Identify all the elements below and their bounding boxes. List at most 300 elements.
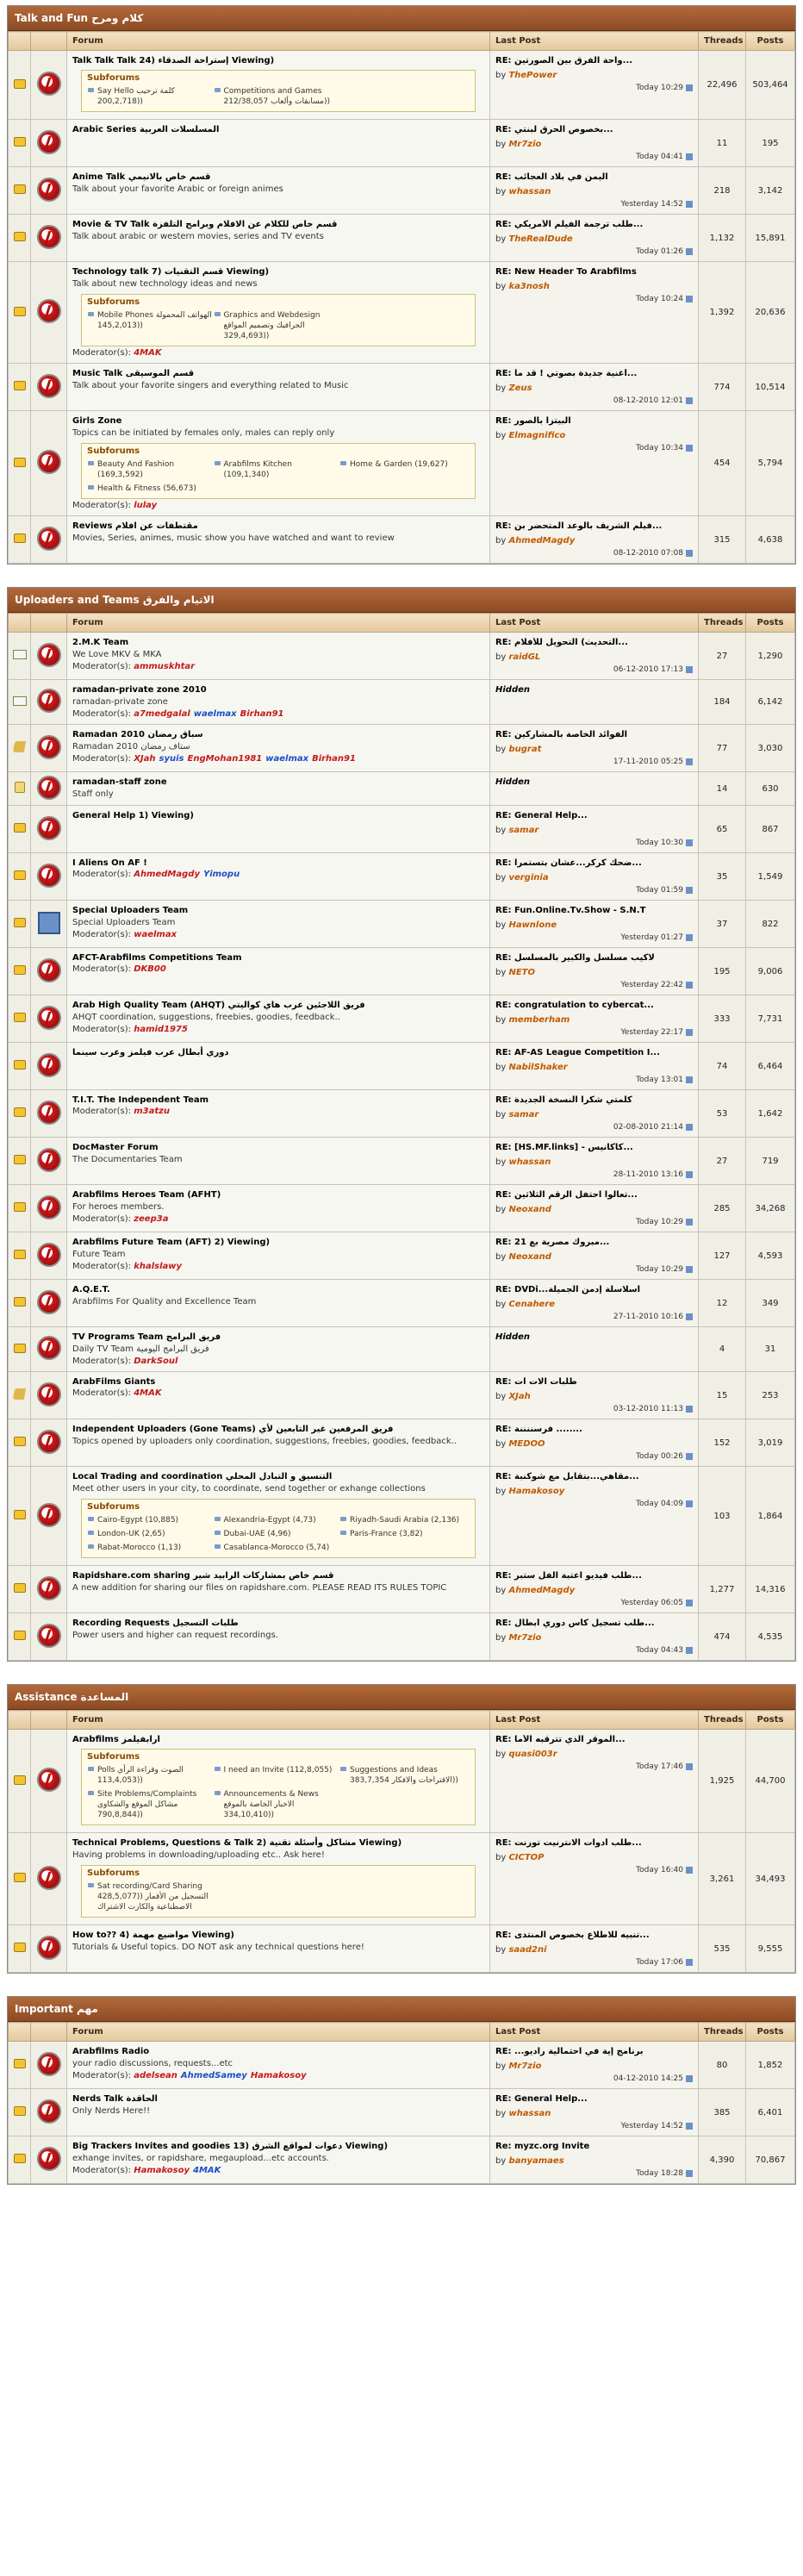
last-post-author-link[interactable]: whassan [508, 187, 551, 196]
forum-icon-cell [31, 2136, 67, 2184]
forum-title-link[interactable]: Arabic Series المسلسلات العربية [72, 125, 220, 134]
last-post-author-link[interactable]: Mr7zio [508, 2061, 542, 2071]
subforum-link[interactable]: Riyadh-Saudi Arabia (2,136) [339, 1513, 466, 1527]
category-title-arabic: المساعدة [80, 1691, 129, 1703]
last-post-author-link[interactable]: AhmedMagdy [508, 1586, 576, 1595]
go-to-last-post-icon[interactable] [686, 1029, 693, 1036]
forum-logo-icon [37, 72, 61, 96]
subforum-link[interactable]: London-UK (2,65) [87, 1527, 214, 1541]
forum-description: For heroes members. [72, 1202, 165, 1212]
last-post-title-link[interactable]: RE: تعالوا احتفل الرقم الثلاثين... [495, 1190, 638, 1200]
subforum-link[interactable]: Competitions and Games مسابقات وألعاب 212/38,057)) [214, 84, 340, 109]
last-post-author-link[interactable]: NETO [508, 968, 535, 977]
forum-icon-cell [31, 1280, 67, 1327]
last-post-title-link[interactable]: RE: واحة الفرق بين الصورتين... [495, 56, 633, 65]
post-count: 3,019 [746, 1419, 795, 1467]
last-post-title-link[interactable]: RE: New Header To Arabfilms [495, 267, 637, 277]
moderator-link[interactable]: DarkSoul [134, 1357, 178, 1366]
thread-count: 11 [699, 120, 746, 167]
last-post-author-link[interactable]: MEDOO [508, 1439, 545, 1449]
forum-col-header: Forum [67, 614, 490, 633]
forum-row [9, 1613, 795, 1661]
moderators-line: Moderator(s): 4MAK [72, 1388, 162, 1398]
subforums-label: Subforums [87, 1868, 140, 1878]
go-to-last-post-icon[interactable] [686, 1763, 693, 1770]
forum-title-link[interactable]: Arabfilms ارابفيلمز [72, 1735, 160, 1744]
last-post-title-link[interactable]: RE: طلب تسجيل كأس دوري أبطال... [495, 1619, 655, 1628]
forum-title-link[interactable]: Ramadan 2010 سباق رمضان [72, 730, 203, 739]
last-post-title-link[interactable]: RE: كلمتي شكرا النسخة الجديدة [495, 1095, 632, 1105]
last-post-author-link[interactable]: TheRealDude [508, 234, 573, 244]
go-to-last-post-icon[interactable] [686, 982, 693, 989]
last-post-title-link[interactable]: RE: تنبيه للاطلاع بخصوص المنتدى... [495, 1930, 650, 1940]
moderator-link[interactable]: Hamakosoy [134, 2166, 190, 2175]
last-post-author-link[interactable]: NabilShaker [508, 1063, 568, 1072]
forum-status-cell [9, 411, 31, 516]
last-post-title-link[interactable]: RE: لاكيب مسلسل والكبير بالمسلسل [495, 953, 655, 963]
go-to-last-post-icon[interactable] [686, 1219, 693, 1226]
last-post-date [495, 2074, 693, 2083]
thread-count: 53 [699, 1090, 746, 1138]
forum-title-link[interactable]: A.Q.E.T. [72, 1285, 110, 1294]
forum-logo-icon [37, 1382, 61, 1407]
go-to-last-post-icon[interactable] [686, 1600, 693, 1606]
last-post-title-link[interactable]: RE: General Help... [495, 811, 588, 820]
forum-title-link[interactable]: DocMaster Forum [72, 1143, 159, 1152]
forum-title-link[interactable]: Big Trackers Invites and goodies 13) دعوات لمواقع الشرق Viewing) [72, 2142, 389, 2151]
forum-description: Special Uploaders Team [72, 918, 176, 927]
last-post-author-link[interactable]: ka3nosh [508, 282, 550, 291]
moderator-link[interactable]: 4MAK [134, 1388, 162, 1398]
last-post-date [495, 295, 693, 303]
go-to-last-post-icon[interactable] [686, 2170, 693, 2177]
category-title[interactable]: Talk and Fun [15, 12, 89, 24]
post-count: 3,030 [746, 725, 795, 772]
forum-logo-icon [37, 374, 61, 398]
last-post-author-link[interactable]: Cenahere [508, 1300, 556, 1309]
forum-title-link[interactable]: Recording Requests طلبات التسجيل [72, 1619, 239, 1628]
forum-title-link[interactable]: Reviews مقتطفات عن افلام [72, 521, 198, 531]
last-post-cell [490, 262, 699, 364]
threads-col-header: Threads [699, 614, 746, 633]
subforum-link[interactable]: Arabfilms Kitchen (109,1,340) [214, 458, 340, 482]
forum-info-cell [67, 2042, 490, 2089]
subforum-link[interactable]: Beauty And Fashion (169,3,592) [87, 458, 214, 482]
last-post-author-link[interactable]: ThePower [508, 71, 557, 80]
last-post-author-link[interactable]: CICTOP [508, 1853, 545, 1862]
last-post-author-line: by whassan [495, 187, 551, 196]
forum-description: Topics opened by uploaders only coordination, suggestions, freebies, goodies, feedback.. [72, 1437, 458, 1446]
go-to-last-post-icon[interactable] [686, 1266, 693, 1273]
go-to-last-post-icon[interactable] [686, 1124, 693, 1131]
last-post-cell [490, 51, 699, 120]
subforum-link[interactable]: I need an Invite (112,8,055) [214, 1763, 340, 1787]
last-post-title-link[interactable]: RE: [HS.MF.links] - كاكانيس... [495, 1143, 633, 1152]
category-header[interactable] [8, 588, 795, 613]
new-posts-icon [14, 184, 26, 194]
last-post-author-link[interactable]: Elmagnifico [508, 431, 566, 440]
subforum-link[interactable]: Casablanca-Morocco (5,74) [214, 1541, 340, 1555]
forum-row [9, 167, 795, 215]
forum-title-link[interactable]: AFCT-Arabfilms Competitions Team [72, 953, 242, 963]
last-post-title-link[interactable]: RE: فرسننننة ........ [495, 1425, 582, 1434]
new-posts-icon [14, 1344, 26, 1353]
go-to-last-post-icon[interactable] [686, 1867, 693, 1874]
moderator-link[interactable]: ammuskhtar [134, 662, 196, 671]
status-col-header [9, 32, 31, 51]
last-post-title-link[interactable]: RE: أغنية جديدة بصوتي ! قد ما... [495, 369, 638, 378]
go-to-last-post-icon[interactable] [686, 887, 693, 894]
last-post-author-line: by Hamakosoy [495, 1487, 565, 1496]
forum-icon-cell [31, 901, 67, 948]
forum-title-link[interactable]: Rapidshare.com sharing قسم خاص بمشاركات الرابيد شير [72, 1571, 334, 1581]
forum-title-link[interactable]: TV Programs Team فريق البرامج [72, 1332, 221, 1342]
go-to-last-post-icon[interactable] [686, 2123, 693, 2130]
moderators-line: Moderator(s): DarkSoul [72, 1357, 178, 1366]
last-post-title-link[interactable]: RE: البيتزا بالصور [495, 416, 571, 426]
forum-info-cell [67, 516, 490, 564]
forum-title-link[interactable]: Music Talk قسم الموسيقى [72, 369, 195, 378]
last-post-title-link[interactable]: Re: myzc.org Invite [495, 2142, 590, 2151]
new-posts-icon [14, 79, 26, 89]
last-post-title-link[interactable]: RE: التحديث) التحويل للأفلام... [495, 638, 628, 647]
last-post-title-link[interactable]: RE: DVDi...اسلاسلة إدمن الجميلة [495, 1285, 641, 1294]
moderator-link[interactable]: waelmax [265, 754, 309, 764]
moderator-link[interactable]: Hamakosoy [250, 2071, 307, 2080]
last-post-author-link[interactable]: samar [508, 826, 539, 835]
moderator-link[interactable]: hamid1975 [134, 1025, 188, 1034]
moderator-link[interactable]: Birhan91 [312, 754, 356, 764]
moderator-link[interactable]: a7medgalal [134, 709, 190, 719]
threads-col-header: Threads [699, 32, 746, 51]
moderator-link[interactable]: lulay [134, 501, 158, 510]
go-to-last-post-icon[interactable] [686, 666, 693, 673]
go-to-last-post-icon[interactable] [686, 839, 693, 846]
forum-status-cell [9, 1090, 31, 1138]
go-to-last-post-icon[interactable] [686, 248, 693, 255]
forum-title-link[interactable]: Arab High Quality Team (AHQT) فريق اللاجئين عرب هاي كواليتي [72, 1001, 365, 1010]
moderator-link[interactable]: AhmedSamey [180, 2071, 247, 2080]
forum-title-link[interactable]: 2.M.K Team [72, 638, 129, 647]
subforum-link[interactable]: Say Hello كلمة ترحيب 200,2,718)) [87, 84, 214, 109]
thread-count: 22,496 [699, 51, 746, 120]
last-post-author-link[interactable]: samar [508, 1110, 539, 1120]
go-to-last-post-icon[interactable] [686, 1171, 693, 1178]
forum-info-cell [67, 633, 490, 680]
last-post-title-link[interactable]: RE: اليمن في بلاد العجائب [495, 172, 608, 182]
forum-title-link[interactable]: I Aliens On AF ! [72, 858, 147, 868]
post-count: 822 [746, 901, 795, 948]
last-post-title-link[interactable]: RE: فيلم الشريف بالوعد المتحضر بن... [495, 521, 663, 531]
last-post-author-line: by samar [495, 1110, 539, 1120]
moderator-link[interactable]: EngMohan1981 [187, 754, 263, 764]
moderator-link[interactable]: khalslawy [134, 1262, 183, 1271]
forum-category [7, 587, 796, 1662]
last-post-datetime: Yesterday 14:52 [620, 200, 683, 209]
forum-info-cell [67, 1280, 490, 1327]
last-post-cell [490, 1185, 699, 1232]
moderator-link[interactable]: syuis [159, 754, 184, 764]
go-to-last-post-icon[interactable] [686, 201, 693, 208]
subforum-link[interactable]: Cairo-Egypt (10,885) [87, 1513, 214, 1527]
go-to-last-post-icon[interactable] [686, 84, 693, 91]
moderator-link[interactable]: Yimopu [202, 870, 240, 879]
last-post-cell [490, 167, 699, 215]
new-posts-icon [14, 918, 26, 927]
subforum-link[interactable]: Home & Garden (19,627) [339, 458, 466, 482]
forum-row [9, 120, 795, 167]
last-post-title-link[interactable]: RE: ...برنامج إية في احتمالية راديو [495, 2047, 644, 2056]
last-post-title-link[interactable]: RE: الموقر الذي تترقبه الأما... [495, 1735, 626, 1744]
last-post-title-link[interactable]: RE: الفوائد الخاصة بالمشاركين [495, 730, 628, 739]
forum-icon-cell [31, 120, 67, 167]
last-post-title-link[interactable]: RE: مبروك مصرية بع 21... [495, 1238, 610, 1247]
category-header[interactable] [8, 1997, 795, 2022]
forum-col-header: Forum [67, 2023, 490, 2042]
forum-status-cell [9, 680, 31, 725]
new-posts-icon [14, 232, 26, 241]
forum-title-link[interactable]: Technology talk 7) قسم التقنيات Viewing) [72, 267, 270, 277]
forum-info-cell [67, 1327, 490, 1372]
forum-category [7, 5, 796, 564]
forum-title-link[interactable]: How to?? 4) مواضيع مهمة Viewing) [72, 1930, 234, 1940]
last-post-author-line: by raidGL [495, 652, 541, 662]
forum-logo-icon [37, 864, 61, 888]
forum-title-link[interactable]: Technical Problems, Questions & Talk 2) مشاكل وأسئلة تقنية Viewing) [72, 1838, 402, 1848]
go-to-last-post-icon[interactable] [686, 550, 693, 557]
category-header[interactable] [8, 1685, 795, 1710]
thread-count: 218 [699, 167, 746, 215]
forum-title-link[interactable]: دوري أبطال عرب فيلمز وعرب سينما [72, 1048, 229, 1057]
last-post-title-link[interactable]: RE: طلب أدوات الانترنيت تورنت... [495, 1838, 642, 1848]
last-post-author-line: by Mr7zio [495, 2061, 542, 2071]
thread-count: 27 [699, 633, 746, 680]
forum-logo-icon [37, 1148, 61, 1172]
subforum-link[interactable]: Paris-France (3,82) [339, 1527, 466, 1541]
forum-title-link[interactable]: Talk Talk Talk 24) إستراحة الصدقاء Viewing) [72, 56, 275, 65]
last-post-author-link[interactable]: Zeus [508, 384, 532, 393]
forum-icon-cell [31, 262, 67, 364]
last-post-author-link[interactable]: Mr7zio [508, 140, 542, 149]
last-post-title-link[interactable]: RE: طلب ترجمة الفيلم الأمريكي... [495, 220, 644, 229]
forum-title-link[interactable]: Anime Talk قسم خاص بالانيمي [72, 172, 211, 182]
new-posts-icon [14, 1250, 26, 1259]
go-to-last-post-icon[interactable] [686, 758, 693, 765]
forum-title-link[interactable]: Independent Uploaders (Gone Teams) فريق المرفعين غير التابعين لأي [72, 1425, 394, 1434]
last-post-cell [490, 411, 699, 516]
moderator-link[interactable]: zeep3a [134, 1214, 169, 1224]
forum-row [9, 516, 795, 564]
last-post-title-link[interactable]: RE: طلب فيديو اعتبة الفل ستبر... [495, 1571, 642, 1581]
forum-info-cell [67, 1232, 490, 1280]
last-post-author-link[interactable]: bugrat [508, 745, 542, 754]
post-count: 6,464 [746, 1043, 795, 1090]
book-icon [13, 741, 26, 752]
forum-logo-icon [37, 1195, 61, 1219]
last-post-author-link[interactable]: AhmedMagdy [508, 536, 576, 546]
forum-title-link[interactable]: Local Trading and coordination التنسيق و التبادل المحلي [72, 1472, 333, 1481]
moderator-link[interactable]: 4MAK [134, 348, 162, 358]
forum-info-cell [67, 51, 490, 120]
last-post-author-line: by Hawnlone [495, 920, 557, 930]
last-post-author-link[interactable]: raidGL [508, 652, 541, 662]
moderator-link[interactable]: Birhan91 [240, 709, 284, 719]
last-post-cell [490, 853, 699, 901]
category-header[interactable] [8, 6, 795, 31]
subforum-link[interactable]: Health & Fitness (56,673) [87, 482, 214, 496]
subforum-link[interactable]: Polls الصوت وقراءة الرأي 113,4,053)) [87, 1763, 214, 1787]
forum-title-link[interactable]: General Help 1) Viewing) [72, 811, 194, 820]
last-post-title-link[interactable]: RE: طلبات الات ات [495, 1377, 577, 1387]
go-to-last-post-icon[interactable] [686, 1453, 693, 1460]
last-post-title-link[interactable]: RE: مقاهي...بتقابل مع شوكنبة... [495, 1472, 639, 1481]
forum-status-cell [9, 1833, 31, 1925]
category-title[interactable]: Assistance [15, 1691, 78, 1703]
forum-description: Having problems in downloading/uploading etc.. Ask here! [72, 1850, 325, 1860]
last-post-title-link[interactable]: RE: General Help... [495, 2094, 588, 2104]
forum-logo-icon [37, 1336, 61, 1360]
last-post-author-link[interactable]: Mr7zio [508, 1633, 542, 1643]
forum-table [8, 613, 795, 1661]
go-to-last-post-icon[interactable] [686, 153, 693, 160]
go-to-last-post-icon[interactable] [686, 397, 693, 404]
last-post-date [495, 1076, 693, 1084]
forum-title-link[interactable]: T.I.T. The Independent Team [72, 1095, 209, 1105]
forum-icon-cell [31, 1419, 67, 1467]
subforum-link[interactable]: Alexandria-Egypt (4,73) [214, 1513, 340, 1527]
last-post-author-link[interactable]: Hamakosoy [508, 1487, 565, 1496]
subforum-link[interactable]: Suggestions and Ideas الاقتراحات والافكار 383,7,354)) [339, 1763, 466, 1787]
last-post-cell [490, 516, 699, 564]
forum-row [9, 51, 795, 120]
thread-count: 774 [699, 364, 746, 411]
last-post-author-link[interactable]: memberham [508, 1015, 570, 1025]
forum-logo-icon [37, 816, 61, 840]
forum-info-cell [67, 680, 490, 725]
last-post-author-link[interactable]: banyamaes [508, 2156, 564, 2166]
subforum-link[interactable]: Graphics and Webdesign الجرافيك وتصميم المواقع 329,4,693)) [214, 309, 340, 343]
category-title[interactable]: Important [15, 2003, 73, 2015]
new-posts-icon [14, 458, 26, 467]
envelope-icon [13, 650, 27, 659]
last-post-title-link[interactable]: RE: ضحك كركر...عشان بتستمرا... [495, 858, 642, 868]
last-post-author-link[interactable]: whassan [508, 1157, 551, 1167]
last-post-author-link[interactable]: quasi003r [508, 1750, 557, 1759]
forum-title-link[interactable]: Girls Zone [72, 416, 122, 426]
go-to-last-post-icon[interactable] [686, 1959, 693, 1966]
forum-row [9, 1419, 795, 1467]
last-post-datetime: 28-11-2010 13:16 [613, 1170, 683, 1179]
last-post-title-link[interactable]: RE: Fun.Online.Tv.Show - S.N.T [495, 906, 646, 915]
forum-status-cell [9, 1372, 31, 1419]
forum-description: Power users and higher can request recordings. [72, 1631, 278, 1640]
forum-status-cell [9, 1043, 31, 1090]
moderator-link[interactable]: adelsean [134, 2071, 177, 2080]
category-title[interactable]: Uploaders and Teams [15, 594, 140, 606]
last-post-datetime: Today 17:46 [636, 1762, 683, 1771]
moderator-link[interactable]: XJah [134, 754, 156, 764]
subforum-link[interactable]: Site Problems/Complaints مشاكل الموقع والشكاوى 790,8,844)) [87, 1787, 214, 1822]
forum-status-cell [9, 167, 31, 215]
forum-title-link[interactable]: Movie & TV Talk قسم خاص للكلام عن الافلام وبرامج التلفزة [72, 220, 338, 229]
last-post-date [495, 2169, 693, 2178]
go-to-last-post-icon[interactable] [686, 296, 693, 303]
last-post-cell [490, 1232, 699, 1280]
subforum-link[interactable]: Sat recording/Card Sharing 428,5,077)) التسجيل من الأقمار الاصطناعية والكارت الاشتراك [87, 1880, 214, 1914]
last-post-author-link[interactable]: saad2ni [508, 1945, 547, 1955]
forum-description: Talk about arabic or western movies, series and TV events [72, 232, 324, 241]
last-post-cell [490, 364, 699, 411]
last-post-author-link[interactable]: Neoxand [508, 1205, 551, 1214]
post-count: 867 [746, 806, 795, 853]
subforum-link[interactable]: Announcements & News الاخبار الخاصة بالموقع 334,10,410)) [214, 1787, 340, 1822]
last-post-author-line: by Zeus [495, 384, 532, 393]
moderator-link[interactable]: m3atzu [134, 1107, 171, 1116]
last-post-author-link[interactable]: Hawnlone [508, 920, 557, 930]
go-to-last-post-icon[interactable] [686, 445, 693, 452]
go-to-last-post-icon[interactable] [686, 2075, 693, 2082]
go-to-last-post-icon[interactable] [686, 1406, 693, 1413]
moderator-link[interactable]: 4MAK [193, 2166, 221, 2175]
forum-logo-icon [37, 1624, 61, 1648]
last-post-title-link[interactable]: RE: congratulation to cybercat... [495, 1001, 654, 1010]
moderator-link[interactable]: DKB00 [134, 964, 166, 974]
subforum-link[interactable]: Rabat-Morocco (1,13) [87, 1541, 214, 1555]
forum-title-link[interactable]: ramadan-private zone 2010 [72, 685, 207, 695]
forum-title-link[interactable]: Arabfilms Radio [72, 2047, 150, 2056]
post-count: 10,514 [746, 364, 795, 411]
moderator-link[interactable]: waelmax [193, 709, 237, 719]
last-post-author-link[interactable]: verginia [508, 873, 549, 883]
forum-title-link[interactable]: Arabfilms Future Team (AFT) 2) Viewing) [72, 1238, 271, 1247]
forum-title-link[interactable]: Arabfilms Heroes Team (AFHT) [72, 1190, 221, 1200]
subforum-link[interactable]: Dubai-UAE (4,96) [214, 1527, 340, 1541]
last-post-author-link[interactable]: whassan [508, 2109, 551, 2118]
forum-col-header: Forum [67, 32, 490, 51]
forum-description: Arabfilms For Quality and Excellence Team [72, 1297, 257, 1307]
go-to-last-post-icon[interactable] [686, 1647, 693, 1654]
forum-title-link[interactable]: Nerds Talk الحاقدة [72, 2094, 158, 2104]
forum-row [9, 2042, 795, 2089]
subforum-link[interactable]: Mobile Phones الهواتف المحمولة 145,2,013)) [87, 309, 214, 343]
last-post-date [495, 933, 693, 942]
subforums-list [87, 84, 470, 109]
forum-title-link[interactable]: Special Uploaders Team [72, 906, 189, 915]
new-posts-icon [14, 1583, 26, 1593]
post-count: 70,867 [746, 2136, 795, 2184]
go-to-last-post-icon[interactable] [686, 1076, 693, 1083]
last-post-cell [490, 2042, 699, 2089]
last-post-title-link[interactable]: RE: بخصوص الحرق لبنتي... [495, 125, 613, 134]
moderator-link[interactable]: AhmedMagdy [134, 870, 200, 879]
last-post-title-link[interactable]: RE: AF-AS League Competition I... [495, 1048, 660, 1057]
go-to-last-post-icon[interactable] [686, 1313, 693, 1320]
forum-title-link[interactable]: ramadan-staff zone [72, 777, 167, 787]
thread-count: 127 [699, 1232, 746, 1280]
last-post-date [495, 1405, 693, 1413]
last-post-author-link[interactable]: Neoxand [508, 1252, 551, 1262]
forum-icon-cell [31, 772, 67, 806]
forum-logo-icon [37, 1576, 61, 1600]
subforums-label: Subforums [87, 297, 140, 307]
go-to-last-post-icon[interactable] [686, 1500, 693, 1507]
icon-col-header [31, 614, 67, 633]
last-post-cell [490, 1613, 699, 1661]
go-to-last-post-icon[interactable] [686, 934, 693, 941]
last-post-author-link[interactable]: XJah [508, 1392, 531, 1401]
moderator-link[interactable]: waelmax [134, 930, 177, 939]
forum-title-link[interactable]: ArabFilms Giants [72, 1377, 156, 1387]
